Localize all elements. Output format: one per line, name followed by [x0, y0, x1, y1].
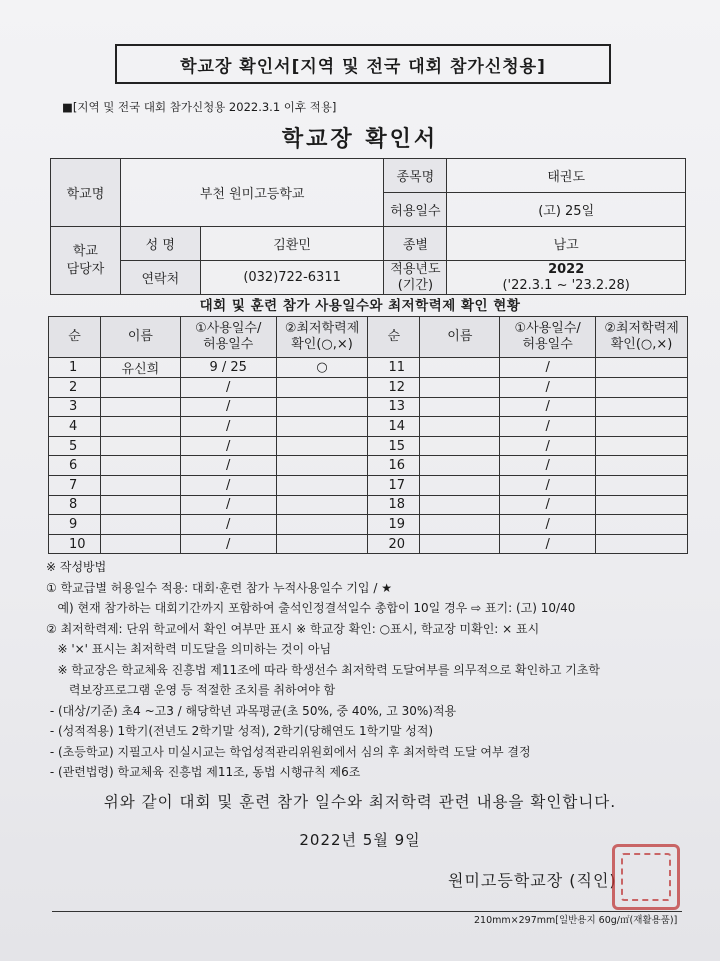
cell-no: 17 — [368, 475, 420, 495]
manager-name-value: 김환민 — [200, 227, 384, 261]
cell-usage: / — [500, 436, 596, 456]
table-row — [49, 417, 688, 437]
cell-name — [420, 417, 500, 437]
cell-min — [276, 475, 368, 495]
cell-usage: / — [180, 475, 276, 495]
cell-min — [276, 417, 368, 437]
cell-min — [596, 378, 688, 398]
col-header-no: 순 — [368, 317, 420, 358]
cell-name — [420, 495, 500, 515]
cell-name — [100, 515, 180, 535]
instruction-line: - (초등학교) 지필고사 미실시교는 학업성적관리위원회에서 심의 후 최저학력 도달 여부 결정 — [46, 744, 531, 759]
issue-date: 2022년 5월 9일 — [299, 831, 421, 849]
instruction-line: - (성적적용) 1학기(전년도 2학기말 성적), 2학기(당해연도 1학기말 성적) — [46, 724, 434, 738]
cell-name — [100, 534, 180, 554]
cell-usage: / — [180, 515, 276, 535]
cell-no: 1 — [49, 358, 101, 378]
cell-name — [420, 534, 500, 554]
cell-usage: / — [500, 397, 596, 417]
apply-year-cell — [447, 261, 686, 295]
instruction-line: ① 학교급별 허용일수 적용: 대회·훈련 참가 누적사용일수 기입 / ★ — [46, 580, 392, 595]
cell-usage: / — [500, 456, 596, 476]
cell-min — [596, 475, 688, 495]
cell-no: 7 — [49, 475, 101, 495]
cell-usage: / — [180, 378, 276, 398]
instruction-line: - (관련법령) 학교체육 진흥법 제11조, 동법 시행규칙 제6조 — [46, 765, 361, 779]
cell-usage: / — [500, 417, 596, 437]
cell-usage: / — [500, 358, 596, 378]
col-header-usage: ①사용일수/ 허용일수 — [180, 317, 276, 358]
paper-spec-footer: 210mm×297mm[일반용지 60g/㎡(재활용품)] — [474, 915, 678, 926]
cell-no: 12 — [368, 378, 420, 398]
apply-year-label: 적용년도 (기간) — [384, 261, 447, 295]
cell-min — [276, 495, 368, 515]
col-header-min-academic: ②최저학력제 확인(○,×) — [596, 317, 688, 358]
principal-signature: 원미고등학교장 (직인) — [448, 871, 617, 890]
manager-name-label: 성 명 — [120, 227, 200, 261]
cell-min — [596, 456, 688, 476]
sport-label: 종목명 — [384, 159, 447, 193]
table-row — [49, 358, 688, 378]
sport-value: 태권도 — [447, 159, 686, 193]
table-row — [49, 436, 688, 456]
cell-usage: / — [180, 417, 276, 437]
official-seal-icon — [612, 844, 680, 910]
cell-no: 9 — [49, 515, 101, 535]
cell-name — [100, 456, 180, 476]
cell-name — [420, 378, 500, 398]
cell-name — [420, 475, 500, 495]
apply-year-value: 2022 — [548, 261, 585, 277]
form-title-box: 학교장 확인서[지역 및 전국 대회 참가신청용] — [115, 44, 611, 84]
col-header-usage: ①사용일수/ 허용일수 — [500, 317, 596, 358]
cell-usage: / — [180, 495, 276, 515]
cell-name — [420, 358, 500, 378]
contact-label: 연락처 — [120, 261, 200, 295]
table-row — [49, 534, 688, 554]
cell-usage: / — [500, 475, 596, 495]
table-row — [49, 495, 688, 515]
cell-min — [276, 515, 368, 535]
instruction-line: 예) 현재 참가하는 대회기간까지 포함하여 출석인정결석일수 총합이 10일 경우 ⇨ 표기: (고) 10/40 — [46, 601, 576, 615]
instruction-line: ※ 작성방법 — [46, 560, 107, 574]
cell-name — [100, 378, 180, 398]
table-row — [49, 515, 688, 535]
cell-name — [420, 436, 500, 456]
cell-min — [596, 436, 688, 456]
cell-usage: / — [500, 378, 596, 398]
table-row — [49, 378, 688, 398]
cell-no: 3 — [49, 397, 101, 417]
category-value: 남고 — [447, 227, 686, 261]
cell-name: 유신희 — [100, 358, 180, 378]
cell-usage: 9 / 25 — [180, 358, 276, 378]
cell-no: 14 — [368, 417, 420, 437]
category-label: 종별 — [384, 227, 447, 261]
school-info-table — [50, 158, 686, 295]
cell-min — [276, 534, 368, 554]
cell-usage: / — [500, 534, 596, 554]
cell-no: 18 — [368, 495, 420, 515]
cell-no: 15 — [368, 436, 420, 456]
cell-min — [596, 358, 688, 378]
cell-no: 11 — [368, 358, 420, 378]
cell-usage: / — [180, 397, 276, 417]
col-header-name: 이름 — [100, 317, 180, 358]
cell-no: 10 — [49, 534, 101, 554]
contact-value: (032)722-6311 — [200, 261, 384, 295]
col-header-no: 순 — [49, 317, 101, 358]
allowed-days-value: (고) 25일 — [447, 193, 686, 227]
cell-min — [596, 417, 688, 437]
cell-name — [100, 417, 180, 437]
school-name-value: 부천 원미고등학교 — [120, 159, 384, 227]
cell-no: 13 — [368, 397, 420, 417]
cell-min: ○ — [276, 358, 368, 378]
instruction-line: - (대상/기준) 초4 ~고3 / 해당학년 과목평균(초 50%, 중 40%, 고 30%)적용 — [46, 703, 457, 718]
cell-min — [596, 515, 688, 535]
cell-name — [100, 436, 180, 456]
cell-min — [596, 534, 688, 554]
instruction-line: ※ '×' 표시는 최저학력 미도달을 의미하는 것이 아님 — [46, 642, 332, 656]
cell-no: 5 — [49, 436, 101, 456]
athlete-status-table — [48, 316, 688, 554]
cell-usage: / — [180, 436, 276, 456]
cell-min — [276, 456, 368, 476]
cell-name — [100, 495, 180, 515]
cell-usage: / — [500, 515, 596, 535]
form-applicability-note: ■[지역 및 전국 대회 참가신청용 2022.3.1 이후 적용] — [62, 100, 337, 114]
cell-name — [420, 397, 500, 417]
cell-min — [276, 436, 368, 456]
cell-usage: / — [500, 495, 596, 515]
instruction-line: ※ 학교장은 학교체육 진흥법 제11조에 따라 학생선수 최저학력 도달여부를 의무적으로 확인하고 기초학 — [46, 662, 601, 677]
cell-no: 20 — [368, 534, 420, 554]
cell-no: 16 — [368, 456, 420, 476]
apply-year-period: ('22.3.1 ~ '23.2.28) — [502, 277, 630, 293]
cell-no: 2 — [49, 378, 101, 398]
instruction-line: 력보장프로그램 운영 등 적절한 조치를 취하여야 함 — [46, 683, 336, 697]
cell-name — [420, 456, 500, 476]
cell-no: 8 — [49, 495, 101, 515]
manager-label: 학교 담당자 — [51, 227, 121, 295]
allowed-days-label: 허용일수 — [384, 193, 447, 227]
status-section-title: 대회 및 훈련 참가 사용일수와 최저학력제 확인 현황 — [199, 298, 521, 314]
col-header-min-academic: ②최저학력제 확인(○,×) — [276, 317, 368, 358]
cell-no: 19 — [368, 515, 420, 535]
writing-instructions — [46, 557, 706, 783]
confirmation-statement: 위와 같이 대회 및 훈련 참가 일수와 최저학력 관련 내용을 확인합니다. — [103, 793, 617, 811]
cell-usage: / — [180, 534, 276, 554]
cell-name — [420, 515, 500, 535]
cell-name — [100, 475, 180, 495]
cell-name — [100, 397, 180, 417]
school-name-label: 학교명 — [51, 159, 121, 227]
col-header-name: 이름 — [420, 317, 500, 358]
table-row — [49, 397, 688, 417]
table-row — [49, 456, 688, 476]
cell-min — [276, 378, 368, 398]
cell-min — [596, 397, 688, 417]
cell-usage: / — [180, 456, 276, 476]
cell-no: 6 — [49, 456, 101, 476]
instruction-line: ② 최저학력제: 단위 학교에서 확인 여부만 표시 ※ 학교장 확인: ○표시, 학교장 미확인: × 표시 — [46, 621, 540, 636]
cell-min — [276, 397, 368, 417]
table-row — [49, 475, 688, 495]
cell-min — [596, 495, 688, 515]
cell-no: 4 — [49, 417, 101, 437]
document-title: 학교장 확인서 — [281, 127, 439, 152]
